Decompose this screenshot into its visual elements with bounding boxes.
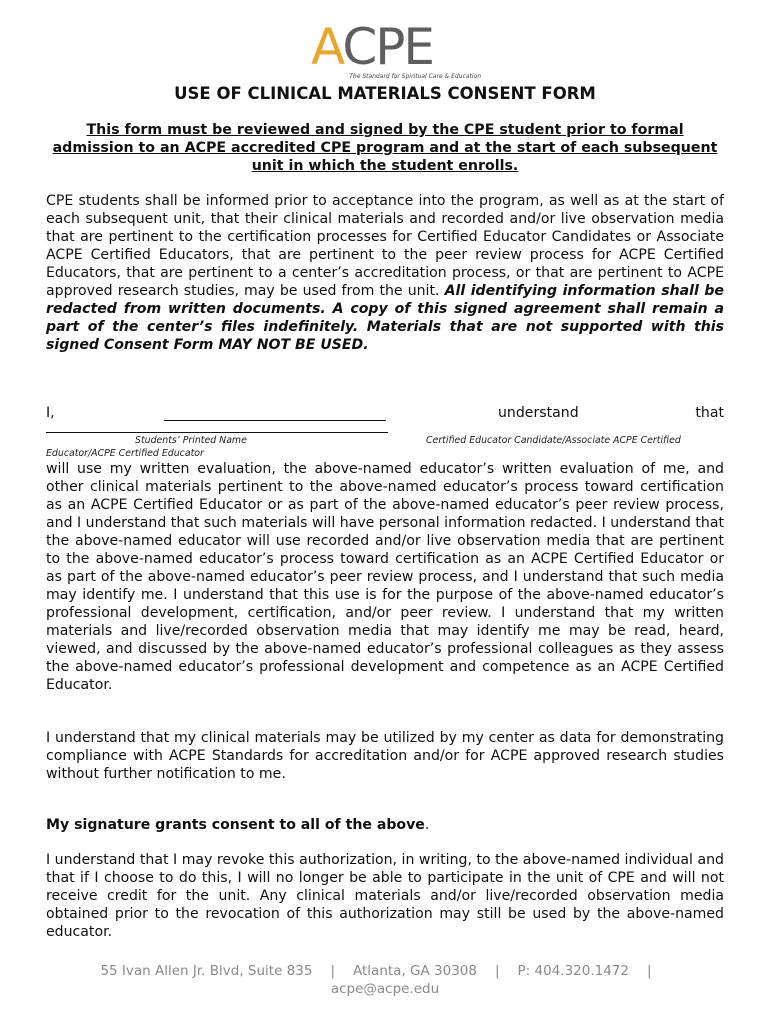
consent-paragraph: will use my written evaluation, the above-named educator’s written evaluation of me, and other clinical materials pertinent to the above-named educator’s process toward certification as an ACPE Certified Educator or as part of the above-named educator’s peer review process, and I understand that such materials will have personal information redacted. I understand that the above-named educator will use recorded and/or live observation media that are pertinent to the above-named educator’s process toward certification as an ACPE Certified Educator or as part of the above-named educator’s peer review process, and I understand that such media may identify me. I understand that this use is for the purpose of the above-named educator’s professional development, certification, and/or peer review. I understand that my written materials and live/recorded observation media that may identify me may be read, heard, viewed, and discussed by the above-named educator’s professional colleagues as they assess the above-named educator’s professional development and competence as an ACPE Certified Educator. [46, 461, 724, 693]
revocation-paragraph: I understand that I may revoke this authorization, in writing, to the above-named individual and that if I choose to do this, I will no longer be able to participate in the unit of CPE and will not receive credit for the unit. Any clinical materials and/or live/recorded observation media obtained prior to the revocation of this authorization may still be used by the above-named educator. [46, 852, 724, 940]
footer-separator-1: | [330, 963, 336, 979]
form-notice: This form must be reviewed and signed by the CPE student prior to formal admission to an ACPE accredited CPE program and at the start of each subsequent unit in which the student enrolls. [52, 122, 718, 174]
signature-i-label: I, [46, 405, 55, 421]
intro-paragraph [46, 192, 724, 354]
footer-separator-3: | [647, 963, 652, 979]
signature-row [46, 405, 724, 425]
logo-letters-cpe: CPE [342, 18, 433, 76]
educator-caption-line2: Educator/ACPE Certified Educator [46, 448, 204, 459]
signature-grant-statement [46, 816, 724, 834]
student-name-caption: Students’ Printed Name [135, 435, 247, 446]
footer-line1 [0, 962, 770, 980]
footer-email[interactable]: acpe@acpe.edu [330, 981, 440, 997]
logo-wordmark [311, 20, 433, 74]
page-footer [0, 962, 770, 998]
footer-separator-2: | [494, 963, 500, 979]
signature-grant-text: My signature grants consent to all of the above [46, 817, 425, 833]
center-data-paragraph: I understand that my clinical materials may be utilized by my center as data for demonstrating compliance with ACPE Standards for accreditation and/or for ACPE approved research studies without further notification to me. [46, 730, 724, 782]
intro-text: CPE students shall be informed prior to acceptance into the program, as well as at the start of each subsequent unit, that their clinical materials and recorded and/or live observation media that are pertinent to the certification processes for Certified Educator Candidates or Associate ACPE Certified Educators, that are pertinent to the peer review process for ACPE Certified Educators, that are pertinent to a center’s accreditation process, or that are pertinent to ACPE approved research studies, may be used from the unit. [46, 193, 724, 299]
educator-caption-line1: Certified Educator Candidate/Associate ACPE Certified [426, 435, 681, 446]
student-name-line[interactable] [164, 405, 386, 421]
form-title: USE OF CLINICAL MATERIALS CONSENT FORM [174, 84, 596, 103]
signature-understand-label: understand [498, 405, 579, 421]
footer-phone: P: 404.320.1472 [517, 963, 629, 979]
educator-name-line[interactable] [46, 432, 388, 433]
logo-letter-a: A [311, 18, 343, 76]
footer-city: Atlanta, GA 30308 [353, 963, 477, 979]
signature-that-label: that [695, 405, 724, 421]
logo-tagline: The Standard for Spiritual Care & Education [349, 73, 481, 80]
acpe-logo [311, 18, 481, 84]
intro-emphasis: All identifying information shall be redacted from written documents. A copy of this signed agreement shall remain a part of the center’s files indefinitely. Materials that are not supported with this signed Consent Form MAY NOT BE USED. [46, 283, 724, 353]
footer-address: 55 Ivan Allen Jr. Blvd, Suite 835 [100, 963, 313, 979]
signature-grant-period: . [424, 817, 430, 833]
